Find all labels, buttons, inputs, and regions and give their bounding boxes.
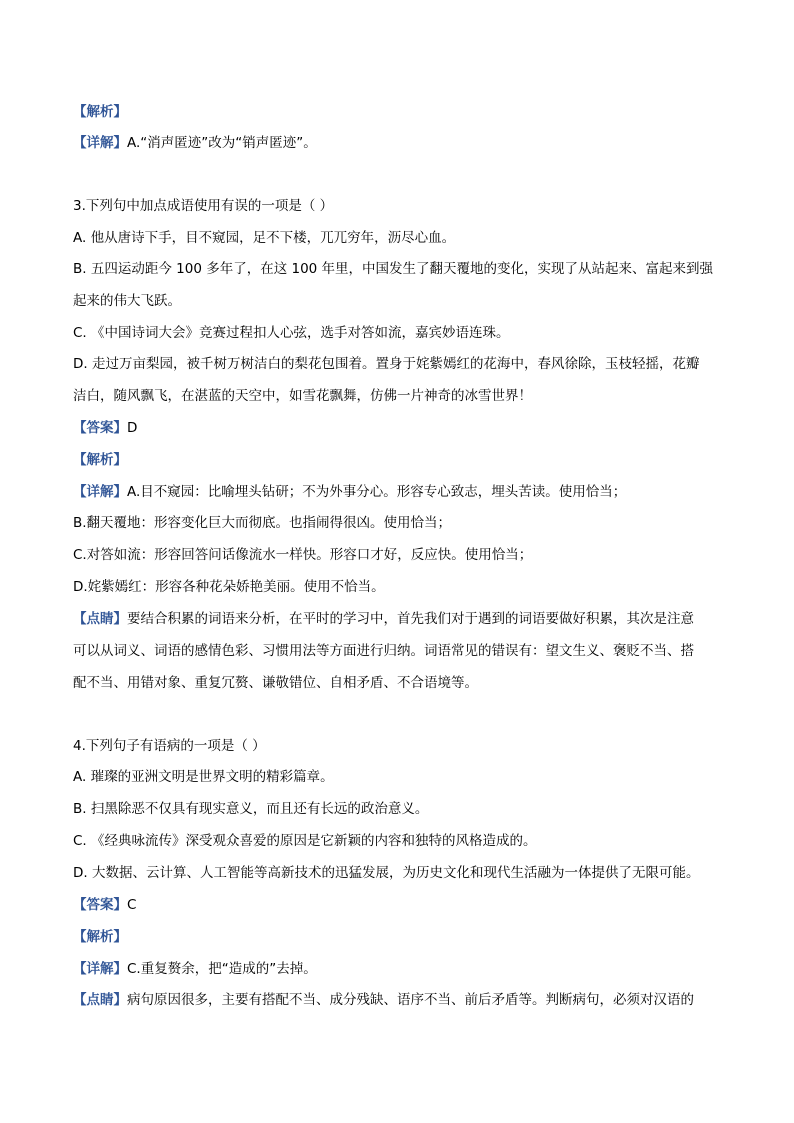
detail-tag: 【详解】 <box>73 135 127 151</box>
q4-question: 4.下列句子有语病的一项是（ ） <box>73 738 266 754</box>
q3-detail <box>73 483 626 501</box>
detail-text: A.“消声匿迹”改为“销声匿迹”。 <box>127 135 317 151</box>
q2-detail <box>73 134 317 152</box>
answer-tag: 【答案】 <box>73 420 127 436</box>
q2-analysis-heading <box>73 103 127 121</box>
detail-tag: 【详解】 <box>73 484 127 500</box>
answer-text: D <box>127 420 138 436</box>
insight-tag: 【点睛】 <box>73 611 127 627</box>
insight-text: 要结合积累的词语来分析，在平时的学习中，首先我们对于遇到的词语要做好积累，其次是注意 <box>127 611 694 627</box>
answer-text: C <box>127 897 137 913</box>
analysis-tag: 【解析】 <box>73 452 127 468</box>
q3-detail-d: D.姹紫嫣红：形容各种花朵娇艳美丽。使用不恰当。 <box>73 579 385 595</box>
q3-option-a: A. 他从唐诗下手，目不窥园，足不下楼，兀兀穷年，沥尽心血。 <box>73 230 456 246</box>
q3-insight-line2: 可以从词义、词语的感情色彩、习惯用法等方面进行归纳。词语常见的错误有：望文生义、褒贬不当、搭 <box>73 643 694 659</box>
analysis-tag: 【解析】 <box>73 104 127 120</box>
q3-option-d-line1: D. 走过万亩梨园，被千树万树洁白的梨花包围着。置身于姹紫嫣红的花海中，春风徐除，玉枝轻摇，花瓣 <box>73 356 700 372</box>
q3-insight-line3: 配不当、用错对象、重复冗赘、谦敬错位、自相矛盾、不合语境等。 <box>73 675 478 691</box>
q3-option-d-line2: 洁白，随风飘飞，在湛蓝的天空中，如雪花飘舞，仿佛一片神奇的冰雪世界！ <box>73 388 532 404</box>
q4-option-b: B. 扫黑除恶不仅具有现实意义，而且还有长远的政治意义。 <box>73 801 429 817</box>
q4-answer <box>73 896 136 914</box>
analysis-tag: 【解析】 <box>73 929 127 945</box>
q4-option-a: A. 璀璨的亚洲文明是世界文明的精彩篇章。 <box>73 769 334 785</box>
q4-detail <box>73 960 317 978</box>
q4-analysis-heading <box>73 928 127 946</box>
detail-text: A.目不窥园：比喻埋头钻研；不为外事分心。形容专心致志，埋头苦读。使用恰当； <box>127 484 627 500</box>
q3-option-b-line2: 起来的伟大飞跃。 <box>73 293 181 309</box>
insight-tag: 【点睛】 <box>73 992 127 1008</box>
q3-option-c: C. 《中国诗词大会》竞赛过程扣人心弦，选手对答如流，嘉宾妙语连珠。 <box>73 325 510 341</box>
q4-insight-line1 <box>73 991 694 1009</box>
insight-text: 病句原因很多，主要有搭配不当、成分残缺、语序不当、前后矛盾等。判断病句，必须对汉语的 <box>127 992 694 1008</box>
q4-option-c: C. 《经典咏流传》深受观众喜爱的原因是它新颖的内容和独特的风格造成的。 <box>73 833 537 849</box>
answer-tag: 【答案】 <box>73 897 127 913</box>
q3-analysis-heading <box>73 451 127 469</box>
q3-insight-line1 <box>73 610 694 628</box>
q3-detail-b: B.翻天覆地：形容变化巨大而彻底。也指闹得很凶。使用恰当； <box>73 515 452 531</box>
q3-answer <box>73 419 137 437</box>
q3-detail-c: C.对答如流：形容回答问话像流水一样快。形容口才好，反应快。使用恰当； <box>73 547 533 563</box>
detail-tag: 【详解】 <box>73 961 127 977</box>
q4-option-d: D. 大数据、云计算、人工智能等高新技术的迅猛发展，为历史文化和现代生活融为一体提供了无限可能。 <box>73 865 700 881</box>
q3-option-b-line1: B. 五四运动距今 100 多年了，在这 100 年里，中国发生了翻天覆地的变化，实现了从站起来、富起来到强 <box>73 261 714 277</box>
q3-question: 3.下列句中加点成语使用有误的一项是（ ） <box>73 198 334 214</box>
detail-text: C.重复赘余，把“造成的”去掉。 <box>127 961 317 977</box>
